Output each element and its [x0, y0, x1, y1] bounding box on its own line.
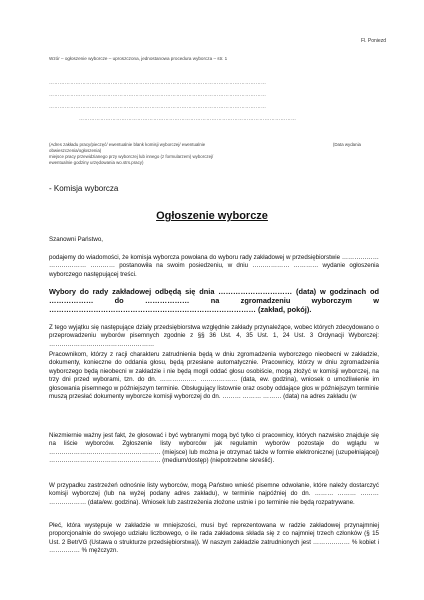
address-caption-line3: miejsce pracy przewidzianego przy wyborczej lub innego (z formularzem) wyborczej/: [49, 154, 214, 159]
address-dots-3: ……………………………………………………………………………………………………………: [49, 104, 267, 110]
paragraph-absent-voters: Pracownikom, którzy z racji charakteru zatrudnienia będą w dniu zgromadzenia wyborczego nieobecni w zakładzie, dokumenty, konieczne do oddania głosu, będą przesłane automatycznie. Pracownicy, którzy w dniu zgromadzenia wyborczego będą nieobecni w zakładzie i nie będą mogli oddać głosu osobiście, mogą złożyć w komisji wyborczej, na trzy dni przed wyborami, tzn. do dn. ……………… ……………… (data, ew. godzina), wniosek o umożliwienie im głosowania pisemnego w późniejszym terminie. Obsługujący listownie oraz osoby oddające głos w późniejszym terminie muszą przesłać dokumenty wyborcze komisji wyborczej do dn. ……… ……… ……… (data) na adres zakładu (w: [49, 351, 379, 401]
paragraph-intro: podajemy do wiadomości, że komisja wyborcza powołana do wyboru rady zakładowej w przedsiębiorstwie ……………… ……………… ………… postanowiła na swoim posiedzeniu, w dniu ……………… ………… wydanie ogłoszenia wyborczego następującej treści.: [49, 254, 379, 278]
paragraph-gender-quota: Płeć, która występuje w zakładzie w mniejszości, musi być reprezentowana w radzie zakładowej przynajmniej proporcjonalnie do swojego udziału liczbowego, o ile rada zakładowa składa się z co najmniej trzech członków (§ 15 Ust. 2 BetrVG (Ustawa o strukturze przedsiębiorstwa)). W naszym zakładzie zatrudnionych jest ……………… % kobiet i …………… % mężczyzn.: [49, 522, 379, 555]
address-dots-2: ……………………………………………………………………………………………………………: [49, 92, 267, 98]
address-dots-4: ……………………………………………………………………………………………………………: [79, 116, 297, 122]
salutation: Szanowni Państwo,: [49, 236, 103, 243]
address-caption-line2: obwieszczenia/ogłoszenia): [49, 148, 102, 153]
document-title: Ogłoszenie wyborcze: [156, 210, 268, 222]
address-caption-line4: ewentualnie godziny urzędowania wo.strs.pracy): [49, 160, 144, 165]
address-caption-line1: (Adres zakładu pracy/pieczęć/ ewentualnie blank komisji wyborczej/ ewentualnie: [49, 142, 206, 147]
paragraph-voter-list: Niezmiernie ważny jest fakt, że głosować i być wybranymi mogą być tylko ci pracownicy, których nazwisko znajduje się na liście wyborców. Zgłoszenie listy wyborców jak regulamin wyborów pozostaje do wglądu w ……………………………………………… (miejsce) lub można je otrzymać także w formie elektronicznej (uzupełniającej) ……………………………………………… (medium/dostęp) (niepotrzebne skreślić).: [49, 432, 379, 465]
date-caption: (Data wydania: [332, 142, 361, 147]
recipient-line: - Komisja wyborcza: [49, 184, 119, 193]
paragraph-departments: Z tego wyjątku się następujące działy przedsiębiorstwa względnie zakłady przynależące, wobec których zdecydowano o przeprowadzeniu wyborów pisemnych zgodnie z §§ 36 Ust. 4, 35 Ust. 1, 24 Ust. 3 Ordynacji Wyborczej: ……………………………………………: [49, 324, 379, 348]
header-line: Wzór – ogłoszenie wyborcze – uproszczona, jednostanowa procedura wyborcza – str. 1: [49, 56, 228, 61]
paragraph-objections: W przypadku zastrzeżeń odnośnie listy wyborców, mogą Państwo wnieść pisemne odwołanie, które należy dostarczyć komisji wyborczej (lub na wyżej podany adres zakładu), w terminie najpóźniej do dn. ……… ……… ……… ……………… (data/ew. godzina). Wniosek lub zastrzeżenia złożone ustnie i po terminie nie będą rozpatrywane.: [49, 482, 379, 506]
address-caption: [49, 142, 369, 166]
paragraph-election-date: Wybory do rady zakładowej odbędą się dnia ………………………… (data) w godzinach od ……………… do ……………… na zgromadzeniu wyborczym w ………………………………………………………………………… (zakład, pokój).: [49, 287, 379, 315]
corner-label: Fl. Poniezd: [360, 38, 386, 44]
address-dots-1: ……………………………………………………………………………………………………………: [49, 80, 267, 86]
